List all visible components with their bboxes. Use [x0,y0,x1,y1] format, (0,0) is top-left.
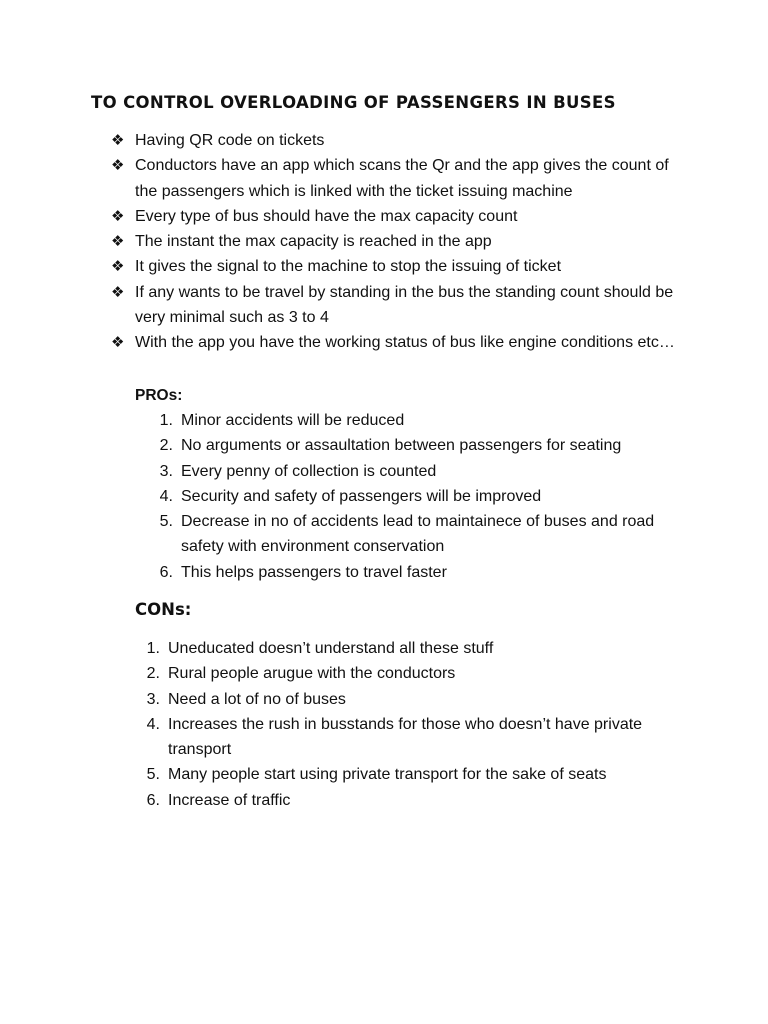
diamond-bullet-icon: ❖ [111,333,125,352]
item-number: 3. [146,690,160,708]
item-number: 2. [159,437,173,455]
item-number: 3. [159,462,173,480]
bullet-text: Having QR code on tickets [135,132,325,149]
item-text: Every penny of collection is counted [181,462,437,480]
cons-item [143,687,683,712]
item-text: Minor accidents will be reduced [181,412,405,429]
item-text: This helps passengers to travel faster [181,563,447,581]
cons-item [143,788,683,813]
bullet-item [111,229,691,254]
diamond-bullet-icon: ❖ [111,282,125,301]
item-number: 2. [146,665,160,683]
pros-heading: PROs: [135,387,183,404]
item-number: 1. [146,640,160,657]
item-number: 6. [159,563,173,581]
diamond-bullet-icon: ❖ [111,156,125,175]
cons-list [143,636,683,813]
diamond-bullet-icon: ❖ [111,232,125,251]
item-text: Decrease in no of accidents lead to maintainece of buses and road safety with environment conservation [181,513,655,556]
bullet-item [111,153,691,204]
bullet-text: The instant the max capacity is reached in the app [135,233,492,251]
item-number: 5. [146,766,160,784]
cons-item [143,712,683,763]
item-text: No arguments or assaultation between passengers for seating [181,437,622,455]
item-number: 1. [159,412,173,429]
bullet-text: It gives the signal to the machine to stop the issuing of ticket [135,258,562,276]
item-text: Need a lot of no of buses [168,690,346,708]
bullet-item [111,254,691,279]
bullet-item [111,280,691,331]
bullet-text: Conductors have an app which scans the Qr and the app gives the count of the passengers which is linked with the ticket issuing machine [135,157,669,200]
bullet-item [111,330,691,355]
item-text: Many people start using private transport for the sake of seats [168,766,607,784]
cons-item [143,762,683,787]
item-text: Rural people arugue with the conductors [168,665,456,683]
pros-item [156,560,676,585]
pros-item [156,459,676,484]
pros-item [156,484,676,509]
diamond-bullet-icon: ❖ [111,257,125,276]
bullet-text: Every type of bus should have the max capacity count [135,207,518,225]
item-text: Security and safety of passengers will be improved [181,487,542,505]
diamond-bullet-icon: ❖ [111,131,125,149]
bullet-text: With the app you have the working status of bus like engine conditions etc… [135,334,675,352]
item-text: Uneducated doesn’t understand all these stuff [168,640,494,657]
cons-item [143,636,683,661]
item-number: 6. [146,791,160,809]
item-text: Increase of traffic [168,791,291,809]
cons-item [143,661,683,686]
item-number: 5. [159,513,173,531]
pros-list [156,408,676,585]
bullet-item [111,128,691,153]
feature-bullet-list [111,128,691,356]
item-text: Increases the rush in busstands for those who doesn’t have private transport [168,715,643,759]
item-number: 4. [146,715,160,733]
pros-item [156,408,676,433]
document-title: TO CONTROL OVERLOADING OF PASSENGERS IN BUSES [91,93,616,112]
item-number: 4. [159,487,173,505]
pros-item [156,433,676,458]
cons-heading: CONs: [135,600,192,619]
pros-item [156,509,676,560]
bullet-item [111,204,691,229]
bullet-text: If any wants to be travel by standing in the bus the standing count should be very minimal such as 3 to 4 [135,283,674,327]
diamond-bullet-icon: ❖ [111,206,125,225]
